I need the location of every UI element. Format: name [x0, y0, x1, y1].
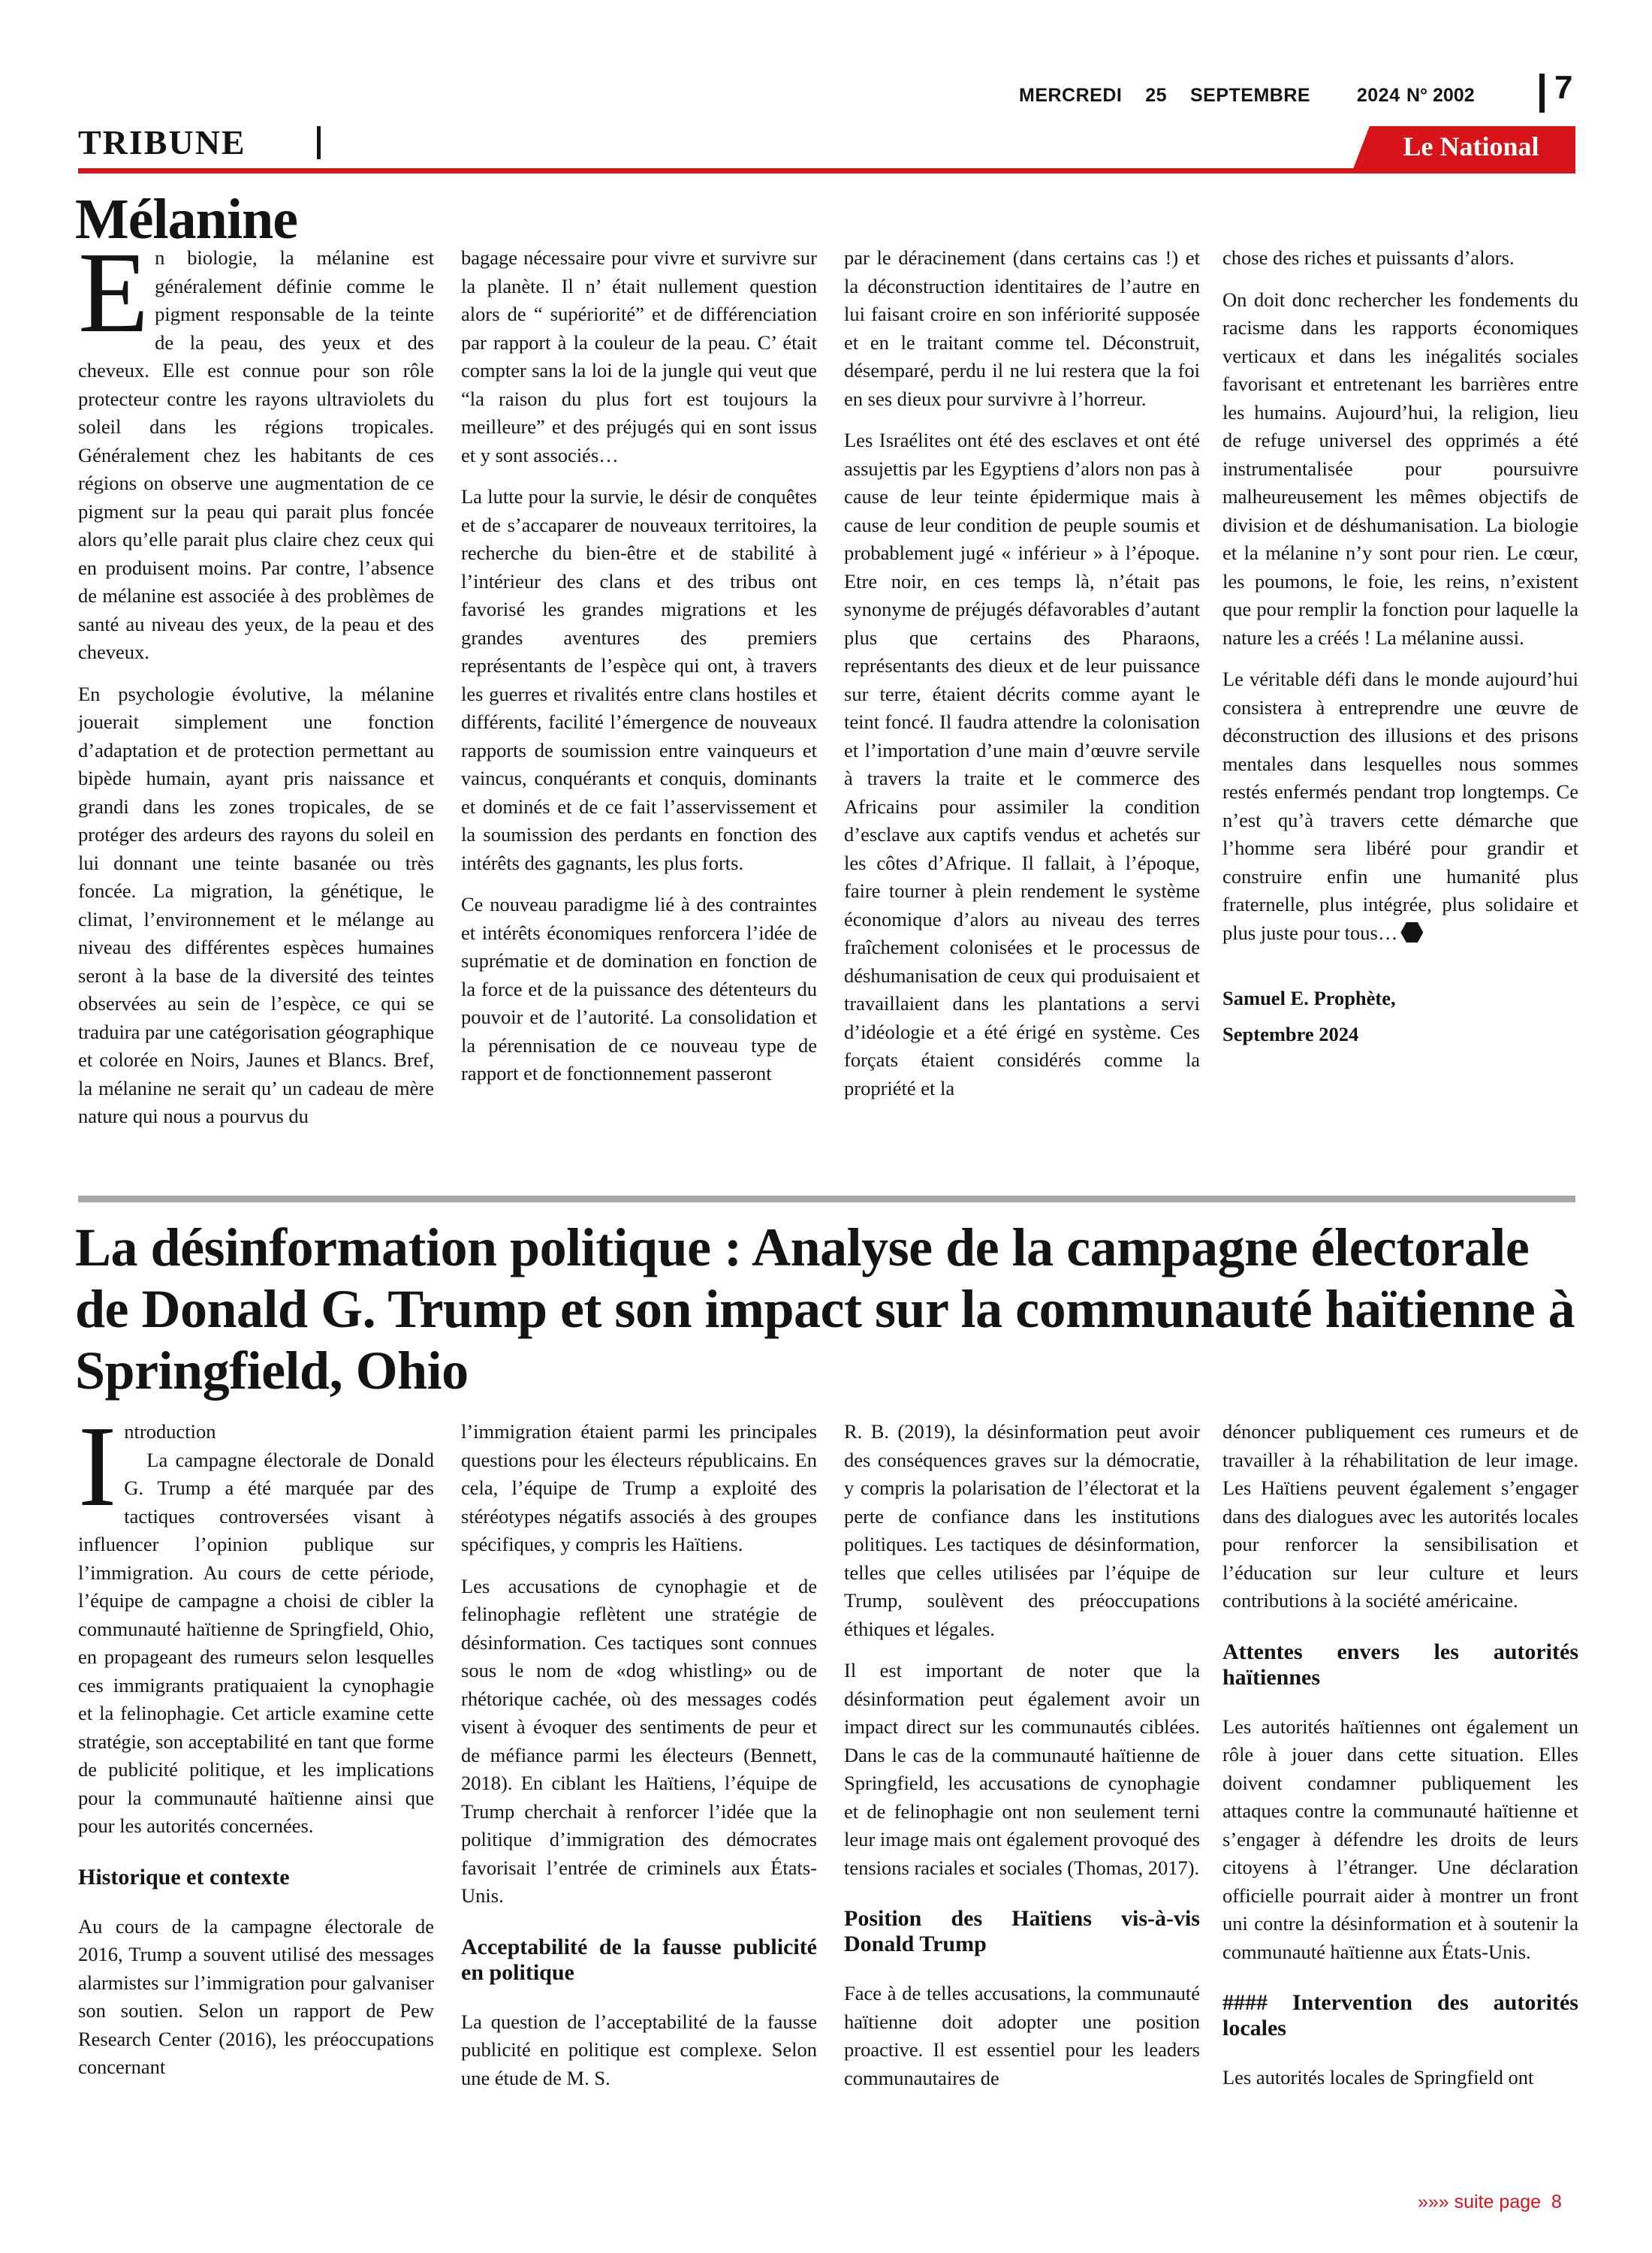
article1-paragraph: [78, 229, 434, 667]
article1-paragraph: Les Israélites ont été des esclaves et ont été assujettis par les Egyptiens d’alors non pas à cause de leur teinte épidermique mais à cause de leur condition de peuple soumis et probablement jugé « inférieur » à l’époque. Etre noir, en ces temps là, n’était pas synonyme de préjugés défavorables d’autant plus que certains des Pharaons, représentants des dieux et de leur puissance sur terre, étaient décrits comme ayant le teint foncé. Il faudra attendre la colonisation et l’importation d’une main d’œuvre servile à travers la traite et le commerce des Africains pour assimiler la condition d’esclave aux captifs vendus et achetés sur les côtes d’Afrique. Il fallait, à l’époque, faire tourner à plein rendement le système économique d’alors au niveau des terres fraîchement colonisées et le processus de déshumanisation de ceux qui produisaient et travaillaient dans les plantations a servi d’idéologie et a été érigé en système. Ces forçats étaient considérés comme la propriété et la: [844, 429, 1200, 1099]
article1-column-3: [844, 244, 1200, 1116]
article2-text: La campagne électorale de Donald G. Trump a été marquée par des tactiques controversées visant à influencer l’opinion publique sur l’immigration. Au cours de cette période, l’équipe de campagne a choisi de cibler la communauté haïtienne de Springfield, Ohio, en propageant des rumeurs selon lesquelles ces immigrants pratiquaient la cynophagie et la felinophagie. Cet article examine cette stratégie, son acceptabilité en tant que forme de publicité politique, et les implications pour la communauté haïtienne ainsi que pour les autorités concernées.: [78, 1448, 434, 1837]
author-signature: [1222, 980, 1578, 1052]
article2-column-1: [78, 1403, 434, 2095]
article1-paragraph: chose des riches et puissants d’alors.: [1222, 246, 1515, 269]
article2-subheading: Attentes envers les autorités haïtiennes: [1222, 1639, 1578, 1690]
article2-paragraph: Au cours de la campagne électorale de 2016, Trump a souvent utilisé des messages alarmistes sur l’immigration pour galvaniser son soutien. Selon un rapport de Pew Research Center (2016), les préoccupations concernant: [78, 1914, 434, 2078]
article2-paragraph: Les autorités haïtiennes ont également un rôle à jouer dans cette situation. Elles doivent condamner publiquement les attaques contre la communauté haïtienne et s’engager à défendre les droits de leurs citoyens à l’étranger. Une déclaration officielle pourrait aider à montrer un front uni contre la désinformation et à soutenir la communauté haïtienne aux États-Unis.: [1222, 1715, 1578, 1963]
article-title-melanine: Mélanine: [75, 188, 297, 251]
issue-number: N° 2002: [1406, 85, 1475, 106]
continued-on-page-link[interactable]: »»» suite page 8: [1418, 2191, 1562, 2212]
drop-cap: I: [78, 1403, 117, 1531]
article1-column-2: [461, 244, 817, 1102]
article2-paragraph: Les autorités locales de Springfield ont: [1222, 2066, 1534, 2089]
article2-column-4: [1222, 1418, 1578, 2106]
date-number: 25: [1145, 85, 1168, 106]
article1-paragraph: [1222, 665, 1578, 947]
article2-text: ntroduction: [124, 1420, 216, 1443]
article2-paragraph: l’immigration étaient parmi les principales questions pour les électeurs républicains. En cela, l’équipe de Trump a exploité des stéréotypes négatifs associés à des groupes spécifiques, y compris les Haïtiens.: [461, 1420, 817, 1555]
author-date: Septembre 2024: [1222, 1023, 1359, 1045]
newspaper-brand: Le National: [1403, 131, 1539, 161]
section-divider: [317, 126, 321, 159]
article1-column-1: [78, 229, 434, 1145]
article1-column-4: [1222, 244, 1578, 1052]
article1-paragraph: bagage nécessaire pour vivre et survivre sur la planète. Il n’ était nullement question alors de “ supériorité” et de différenciation par rapport à la couleur de la peau. C’ était compter sans la loi de la jungle qui veut que “la raison du plus fort est toujours la meilleure” et des préjugés qui en sont issus et y sont associés…: [461, 246, 817, 466]
author-name: Samuel E. Prophète,: [1222, 987, 1396, 1009]
date-year: 2024: [1356, 85, 1400, 106]
article2-paragraph: Il est important de noter que la désinformation peut également avoir un impact direct sur les communautés ciblées. Dans le cas de la communauté haïtienne de Springfield, les accusations de cynophagie et de felinophagie ont non seulement terni leur image mais ont également provoqué des tensions raciales et sociales (Thomas, 2017).: [844, 1659, 1200, 1879]
article2-column-2: [461, 1418, 817, 2106]
end-of-article-icon: [1400, 921, 1423, 944]
page-number: 7: [1554, 69, 1573, 106]
article2-paragraph: Face à de telles accusations, la communauté haïtienne doit adopter une position proactive. Il est essentiel pour les leaders communautaires de: [844, 1982, 1200, 2089]
header-rule: [78, 168, 1575, 173]
section-label: TRIBUNE: [78, 123, 246, 161]
article2-subheading: Historique et contexte: [78, 1864, 290, 1890]
article1-paragraph: La lutte pour la survie, le désir de conquêtes et de s’accaparer de nouveaux territoires, la recherche du bien-être et de stabilité à l’intérieur des clans et des tribus ont favorisé les grandes migrations et les grandes aventures des premiers représentants de l’espèce qui ont, à travers les guerres et rivalités entre clans hostiles et différents, facilité l’émergence de nouveaux rapports de soumission entre vainqueurs et vaincus, conquérants et conquis, dominants et dominés et de ce fait l’asservissement et la soumission des perdants en fonction des intérêts des gagnants, les plus forts.: [461, 485, 817, 874]
article-separator: [78, 1196, 1575, 1202]
article2-paragraph: [78, 1403, 434, 1841]
page-number-divider: [1539, 74, 1545, 113]
article2-paragraph: Les accusations de cynophagie et de felinophagie reflètent une stratégie de désinformation. Ces tactiques sont connues sous le nom de «dog whistling» ou de rhétorique cachée, où des messages codés visent à évoquer des sentiments de peur et de méfiance parmi les électeurs (Bennett, 2018). En ciblant les Haïtiens, l’équipe de Trump cherchait à renforcer l’idée que la politique d’immigration des démocrates favorisait l’entrée de criminels aux États-Unis.: [461, 1574, 817, 1907]
article1-paragraph: Ce nouveau paradigme lié à des contraintes et intérêts économiques renforcera l’idée de suprématie et de domination en fonction de la force et de la puissance des détenteurs du pouvoir et de l’autorité. La consolidation et la pérennisation de ce nouveau type de rapport et de fonctionnement passeront: [461, 893, 817, 1084]
article1-paragraph: On doit donc rechercher les fondements du racisme dans les rapports économiques verticaux et dans les inégalités sociales favorisant et entretenant les barrières entre les humains. Aujourd’hui, la religion, lieu de refuge universel des opprimés a été instrumentalisée pour poursuivre malheureusement les mêmes objectifs de division et de déshumanisation. La biologie et la mélanine n’y sont pour rien. Le cœur, les poumons, le foie, les reins, n’existent que pour remplir la fonction pour laquelle la nature les a créés ! La mélanine aussi.: [1222, 288, 1578, 649]
article2-paragraph: R. B. (2019), la désinformation peut avoir des conséquences graves sur la démocratie, y compris la polarisation de l’électorat et la perte de confiance dans les institutions politiques. Les tactiques de désinformation, telles que celles utilisées par l’équipe de Trump, soulèvent des préoccupations éthiques et légales.: [844, 1420, 1200, 1640]
article1-paragraph: par le déracinement (dans certains cas !) et la déconstruction identitaires de l’autre en lui faisant croire en son infériorité supposée et en le traitant comme tel. Déconstruit, désemparé, perdu il ne lui restera que la foi en ses dieux pour survivre à l’horreur.: [844, 246, 1200, 410]
article2-paragraph: La question de l’acceptabilité de la fausse publicité en politique est complexe. Selon une étude de M. S.: [461, 2010, 817, 2089]
date-month: SEPTEMBRE: [1189, 85, 1311, 106]
drop-cap: E: [78, 229, 149, 357]
date-day: MERCREDI: [1019, 85, 1123, 106]
article2-paragraph: dénoncer publiquement ces rumeurs et de travailler à la réhabilitation de leur image. Les Haïtiens peuvent également s’engager dans des dialogues avec les autorités locales pour renforcer la sensibilisation et l’éducation sur leur culture et leurs contributions à la société américaine.: [1222, 1420, 1578, 1612]
article1-text: n biologie, la mélanine est généralement définie comme le pigment responsable de la teinte de la peau, des yeux et des cheveux. Elle est connue pour son rôle protecteur contre les rayons ultraviolets du soleil dans les régions tropicales. Généralement chez les habitants de ces régions on observe une augmentation de ce pigment sur la peau qui parait plus foncée alors qu’elle parait plus claire chez ceux qui en produisent moins. Par contre, l’absence de mélanine est associée à des problèmes de santé au niveau des yeux, de la peau et des cheveux.: [78, 246, 434, 663]
article1-paragraph: En psychologie évolutive, la mélanine jouerait simplement une fonction d’adaptation et de protection permettant au bipède humain, ayant pris naissance et grandi dans les zones tropicales, de se protéger des ardeurs des rayons du soleil en lui donnant une teinte basanée ou très foncée. La migration, la génétique, le climat, l’environnement et le mélange au niveau des différentes espèces humaines seront à la base de la diversité des teintes observées au sein de l’espèce, ce qui se traduira par une catégorisation géographique et colorée en Noirs, Jaunes et Blancs. Bref, la mélanine ne serait qu’ un cadeau de mère nature qui nous a pourvus du: [78, 682, 434, 1127]
article2-subheading: Acceptabilité de la fausse publicité en politique: [461, 1934, 817, 1985]
issue-dateline: [1019, 85, 1400, 107]
article1-text: Le véritable défi dans le monde aujourd’hui consistera à entreprendre une œuvre de déconstruction des illusions et des prisons mentales dans lesquelles nous sommes restés enfermés pendant trop longtemps. Ce n’est qu’à travers cette démarche que l’homme sera libéré pour grandir et construire enfin une humanité plus fraternelle, plus intégrée, plus solidaire et plus juste pour tous…: [1222, 668, 1578, 944]
article2-column-3: [844, 1418, 1200, 2106]
article2-subheading: Position des Haïtiens vis-à-vis Donald Trump: [844, 1906, 1200, 1956]
article-title-desinformation: La désinformation politique : Analyse de la campagne électorale de Donald G. Trump et son impact sur la communauté haïtienne à Springfield, Ohio: [75, 1217, 1575, 1401]
article2-subheading: #### Intervention des autorités locales: [1222, 1990, 1578, 2040]
